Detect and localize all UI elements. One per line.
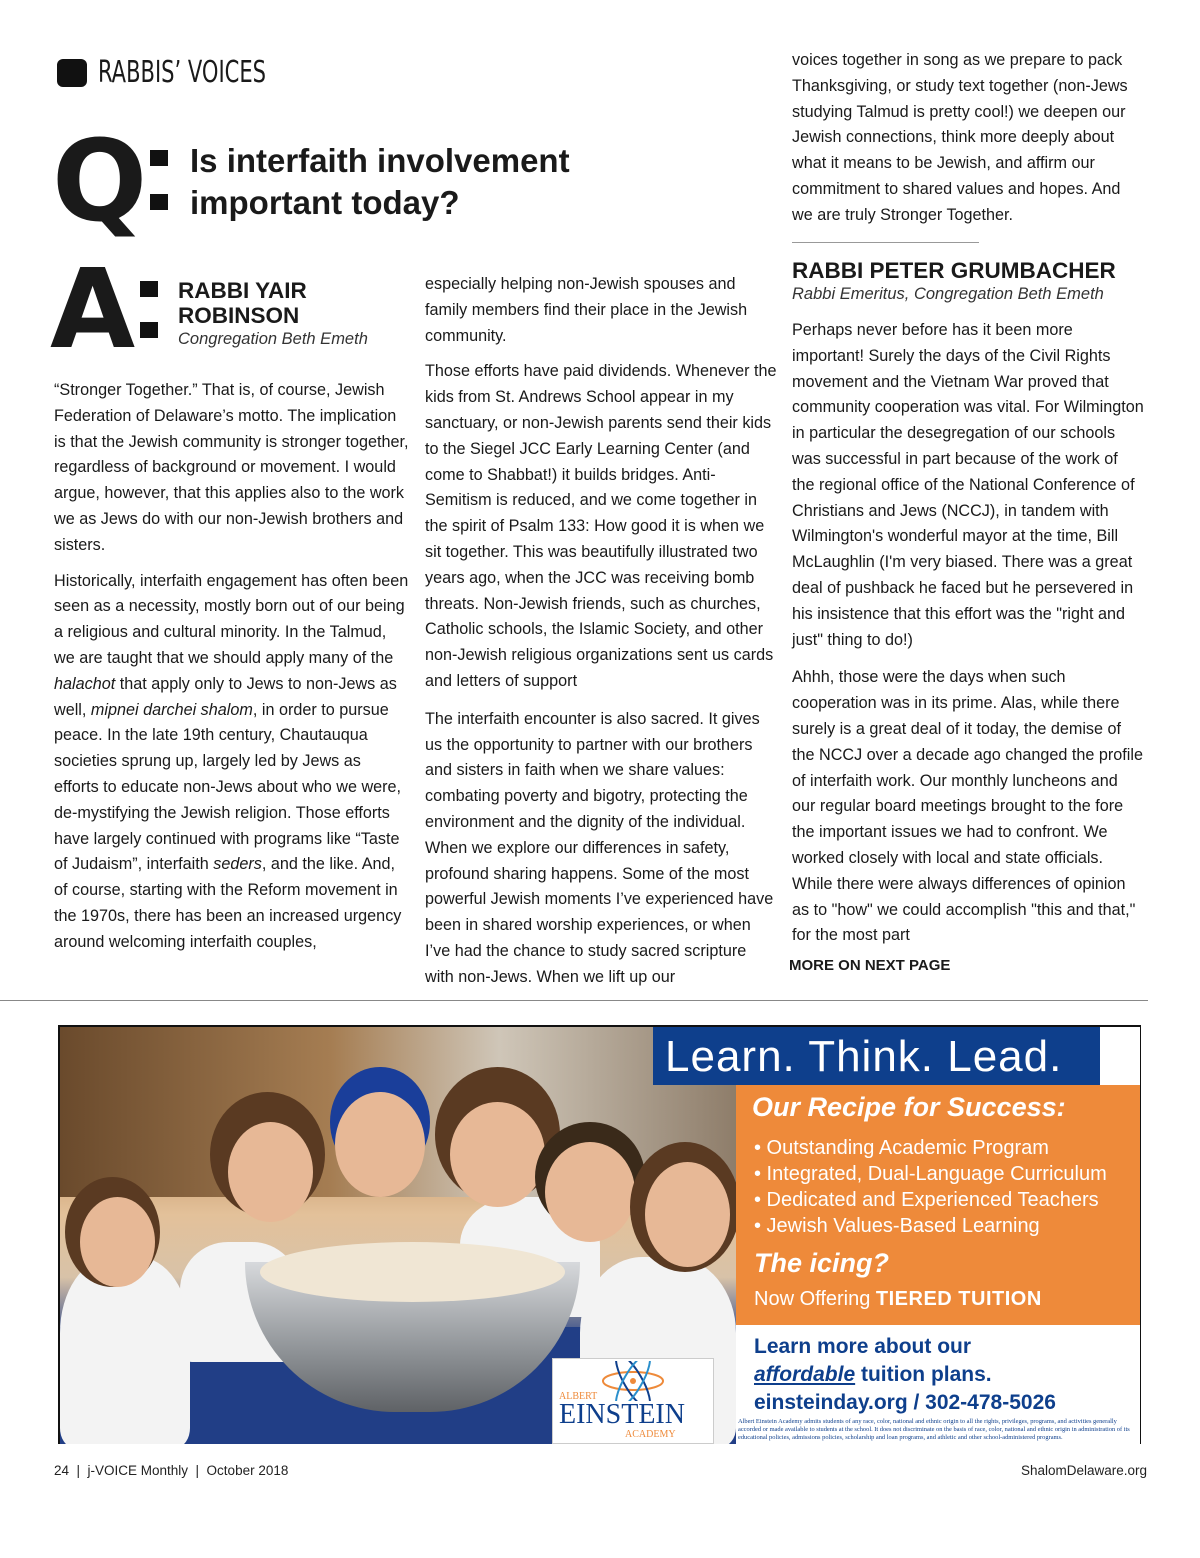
footer-left: 24 | j-VOICE Monthly | October 2018: [54, 1463, 289, 1478]
col2-paragraph-3: The interfaith encounter is also sacred. It gives us the opportunity to partner with our brothers and sisters in faith when we share values: combating poverty and bigotry, protecting the environment and the dignity of the individual. When we explore our differences in safety, profound sharing happens. Some of the most powerful Jewish moments I’ve experienced have been in shared worship experiences, or when I’ve had the chance to study sacred scripture with non-Jews. When we lift up our: [425, 709, 774, 986]
ad-bullet: • Dedicated and Experienced Teachers: [754, 1189, 1099, 1211]
photo-kid-face: [228, 1122, 313, 1222]
question-colon-bottom: [150, 194, 168, 210]
ad-bullet: • Integrated, Dual-Language Curriculum: [754, 1163, 1107, 1185]
question-line-2: important today?: [190, 184, 460, 221]
col3-paragraph-3: Ahhh, those were the days when such cooperation was in its prime. Alas, while there surely is a great deal of it today, the demise of the NCCJ over a decade ago changed the profile of interfaith work. Our monthly luncheons and our regular board meetings brought to the fore the important issues we had to confront. We worked closely with local and state officials. While there were always differences of opinion as to "how" we could accomplish "this and that," for the most part: [792, 668, 1143, 945]
ad-headline-spacer: [1100, 1027, 1140, 1085]
rabbi2-byline: [792, 258, 1144, 305]
col1-p2-italic-1: halachot: [54, 674, 116, 693]
col1-p2-text-a: Historically, interfaith engagement has often been seen as a necessity, mostly born out of our being a religious and cultural minority. In the Talmud, we are taught that we should apply many of the: [54, 571, 409, 667]
ad-bullet-list: [754, 1135, 1107, 1239]
ad-headline: Learn. Think. Lead.: [665, 1032, 1063, 1081]
col1-p2-italic-3: seders: [213, 855, 262, 874]
section-label: RABBIS’ VOICES: [98, 55, 267, 90]
col1-paragraph-1: “Stronger Together.” That is, of course, Jewish Federation of Delaware’s motto. The implication is that the Jewish community is stronger together, regardless of background or movement. I would argue, however, that this applies also to the work we as Jews do with our non-Jewish brothers and sisters.: [54, 381, 409, 554]
ad-contact[interactable]: einsteinday.org / 302-478-5026: [754, 1391, 1056, 1414]
question-colon-top: [150, 150, 168, 166]
ad-affordable-link[interactable]: affordable: [754, 1363, 856, 1386]
col3-paragraph-1: voices together in song as we prepare to pack Thanksgiving, or study text together (non-Jews studying Talmud is pretty cool!) we deepen our Jewish connections, think more deeply about what it means to be Jewish, and affirm our commitment to shared values and hopes. And we are truly Stronger Together.: [792, 51, 1128, 224]
col1-paragraph-2: [54, 569, 409, 956]
rabbi1-name-line1: RABBI YAIR: [178, 278, 307, 303]
col1-p2-italic-2: mipnei darchei shalom: [90, 700, 253, 719]
col1-p2-text-d: , and the like. And, of course, starting with the Reform movement in the 1970s, there has been an increased urgency around welcoming interfaith couples,: [54, 855, 402, 951]
logo-academy: ACADEMY: [625, 1429, 676, 1440]
page-divider: [0, 1000, 1148, 1001]
rabbi2-title: Rabbi Emeritus, Congregation Beth Emeth: [792, 285, 1104, 303]
more-on-next-page: MORE ON NEXT PAGE: [789, 957, 951, 974]
column-3-divider: [792, 242, 979, 243]
column-1: [54, 378, 409, 966]
ad-learn-line1: Learn more about our: [754, 1335, 972, 1358]
column-3-continued: [792, 318, 1144, 959]
rabbi1-title: Congregation Beth Emeth: [178, 330, 368, 348]
section-tag: [57, 55, 313, 90]
photo-kid-face: [645, 1162, 730, 1267]
ad-learn-line2: [754, 1361, 1056, 1389]
column-2: [425, 272, 777, 1001]
question-letter: Q: [52, 117, 148, 247]
ad-icing: The icing?: [754, 1248, 889, 1278]
col3-paragraph-2: Perhaps never before has it been more important! Surely the days of the Civil Rights movement and the Vietnam War proved that community cooperation was vital. For Wilmington in particular the desegregation of our schools was successful in part because of the work of the regional office of the National Conference of Christians and Jews (NCCJ), in tandem with Wilmington's wonderful mayor at the time, Bill McLaughlin (I'm very biased. There was a great deal of pushback he faced but he persevered in his insistence that this effort was the "right and just" thing to do!): [792, 321, 1144, 649]
question-line-1: Is interfaith involvement: [190, 142, 570, 179]
ad-recipe-title: Our Recipe for Success:: [752, 1092, 1066, 1122]
ad-offer: [754, 1288, 1042, 1311]
col1-p2-text-c: , in order to pursue peace. In the late 19th century, Chautauqua societies sprung up, largely led by Jews as efforts to educate non-Jews about who we were, de-mystifying the Jewish religion. Those efforts have largely continued with programs like “Taste of Judaism”, interfaith: [54, 700, 402, 874]
rabbi2-name: RABBI PETER GRUMBACHER: [792, 258, 1116, 283]
rabbi1-byline: [178, 278, 368, 350]
question-text: [190, 140, 570, 224]
column-3: [792, 48, 1144, 242]
photo-kid-face: [545, 1142, 635, 1242]
answer-colon-bottom: [140, 322, 158, 338]
rabbi1-name-line2: ROBINSON: [178, 303, 300, 328]
logo-einstein: EINSTEIN: [559, 1399, 685, 1430]
ad-offer-bold: TIERED TUITION: [875, 1288, 1042, 1310]
ad-bullet: • Outstanding Academic Program: [754, 1137, 1049, 1159]
ad-disclaimer: Albert Einstein Academy admits students of any race, color, national and ethnic origin to all the rights, privileges, programs, and activities generally accorded or made available to students at the school. It does not discriminate on the basis of race, color, national and ethnic origin in administration of its educational policies, admissions policies, scholarship and loan programs, and athletic and other school-administered programs.: [738, 1418, 1130, 1441]
col2-paragraph-2: Those efforts have paid dividends. Whenever the kids from St. Andrews School appear in my sanctuary, or non-Jewish parents send their kids to the Siegel JCC Early Learning Center (and come to Shabbat!) it builds bridges. Anti-Semitism is reduced, and we come together in the spirit of Psalm 133: How good it is when we sit together. This was beautifully illustrated two years ago, when the JCC was receiving bomb threats. Non-Jewish friends, such as churches, Catholic schools, the Islamic Society, and other non-Jewish religious organizations sent us cards and letters of support: [425, 362, 777, 690]
section-marker-icon: [57, 59, 87, 87]
photo-kid-face: [335, 1092, 425, 1197]
einstein-logo: [552, 1358, 714, 1444]
answer-letter: A: [50, 245, 136, 373]
ad-learn-line2-rest: tuition plans.: [855, 1363, 992, 1386]
ad-bullet: • Jewish Values-Based Learning: [754, 1215, 1040, 1237]
photo-kid-face: [80, 1197, 155, 1287]
photo-kid-face: [450, 1102, 545, 1207]
logo-albert: ALBERT: [559, 1391, 598, 1402]
photo-dough: [260, 1242, 565, 1302]
col1-p2-text-b: that apply only to Jews to non-Jews as well,: [54, 674, 397, 719]
atom-icon: [598, 1361, 668, 1401]
ad-offer-prefix: Now Offering: [754, 1288, 876, 1310]
ad-learn-more: [754, 1333, 1056, 1417]
footer-right[interactable]: ShalomDelaware.org: [1020, 1463, 1147, 1478]
col2-paragraph-1: especially helping non-Jewish spouses and family members find their place in the Jewish community.: [425, 275, 748, 345]
answer-colon-top: [140, 281, 158, 297]
